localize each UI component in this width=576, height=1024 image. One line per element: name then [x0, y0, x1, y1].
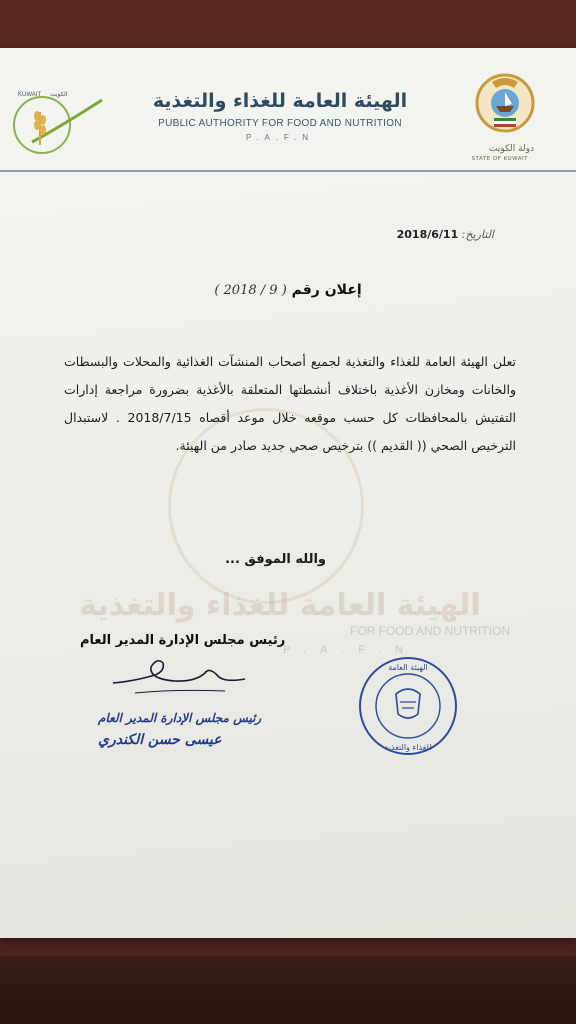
- document-sheet: [0, 48, 576, 938]
- letterhead: [0, 48, 576, 173]
- stamp-top-text: الهيئة العامة: [388, 663, 428, 672]
- state-name-en: STATE OF KUWAIT: [471, 156, 528, 162]
- org-name-ar: الهيئة العامة للغذاء والتغذية: [152, 90, 408, 112]
- desk-surface: [0, 956, 576, 1024]
- logo-text-ar: الكويت: [50, 91, 68, 98]
- date-label: التاريخ:: [461, 228, 494, 241]
- closing-phrase: والله الموفق ...: [225, 552, 326, 567]
- signatory-title: رئيس مجلس الإدارة المدير العام: [80, 633, 286, 648]
- handwritten-signature: [105, 653, 255, 703]
- header-divider: [0, 170, 576, 172]
- kuwait-emblem-icon: [474, 72, 536, 134]
- org-name-en: PUBLIC AUTHORITY FOR FOOD AND NUTRITION: [158, 118, 402, 129]
- official-stamp-icon: [356, 654, 460, 758]
- org-abbr: P.A.F.N: [245, 133, 315, 142]
- name-stamp-title: رئيس مجلس الإدارة المدير العام: [98, 711, 262, 725]
- announcement-body: [64, 348, 516, 460]
- name-stamp-name: عيسى حسن الكندري: [98, 732, 222, 748]
- date-value: 2018/6/11: [396, 228, 459, 241]
- watermark-text-en: FOR FOOD AND NUTRITION: [350, 624, 510, 638]
- announcement-label: إعلان رقم: [291, 282, 362, 298]
- stamp-bottom-text: للغذاء والتغذية: [384, 743, 432, 752]
- logo-text: KUWAIT: [18, 92, 42, 98]
- watermark-text-ar: الهيئة العامة للغذاء والتغذية: [79, 588, 481, 623]
- announcement-heading: [0, 282, 576, 298]
- announcement-number: ( 9 / 2018 ): [214, 283, 287, 298]
- date-row: [397, 228, 494, 241]
- watermark-abbr: P.A.F.N: [283, 644, 417, 656]
- pafn-logo-icon: [10, 90, 108, 160]
- state-name-ar: دولة الكويت: [489, 144, 534, 154]
- body-paragraph: تعلن الهيئة العامة للغذاء والتغذية لجميع أصحاب المنشآت الغذائية والمحلات والبسطات والخانات ومخازن الأغذية باختلاف أنشطتها المتعلقة بالأغذية بضرورة مراجعة إدارات التفتيش بالمحافظات كل حسب موقعه خلال موعد أقصاه 2018/7/15 . لاستبدال الترخيص الصحي (( القديم )) بترخيص صحي جديد صادر من الهيئة.: [64, 354, 516, 453]
